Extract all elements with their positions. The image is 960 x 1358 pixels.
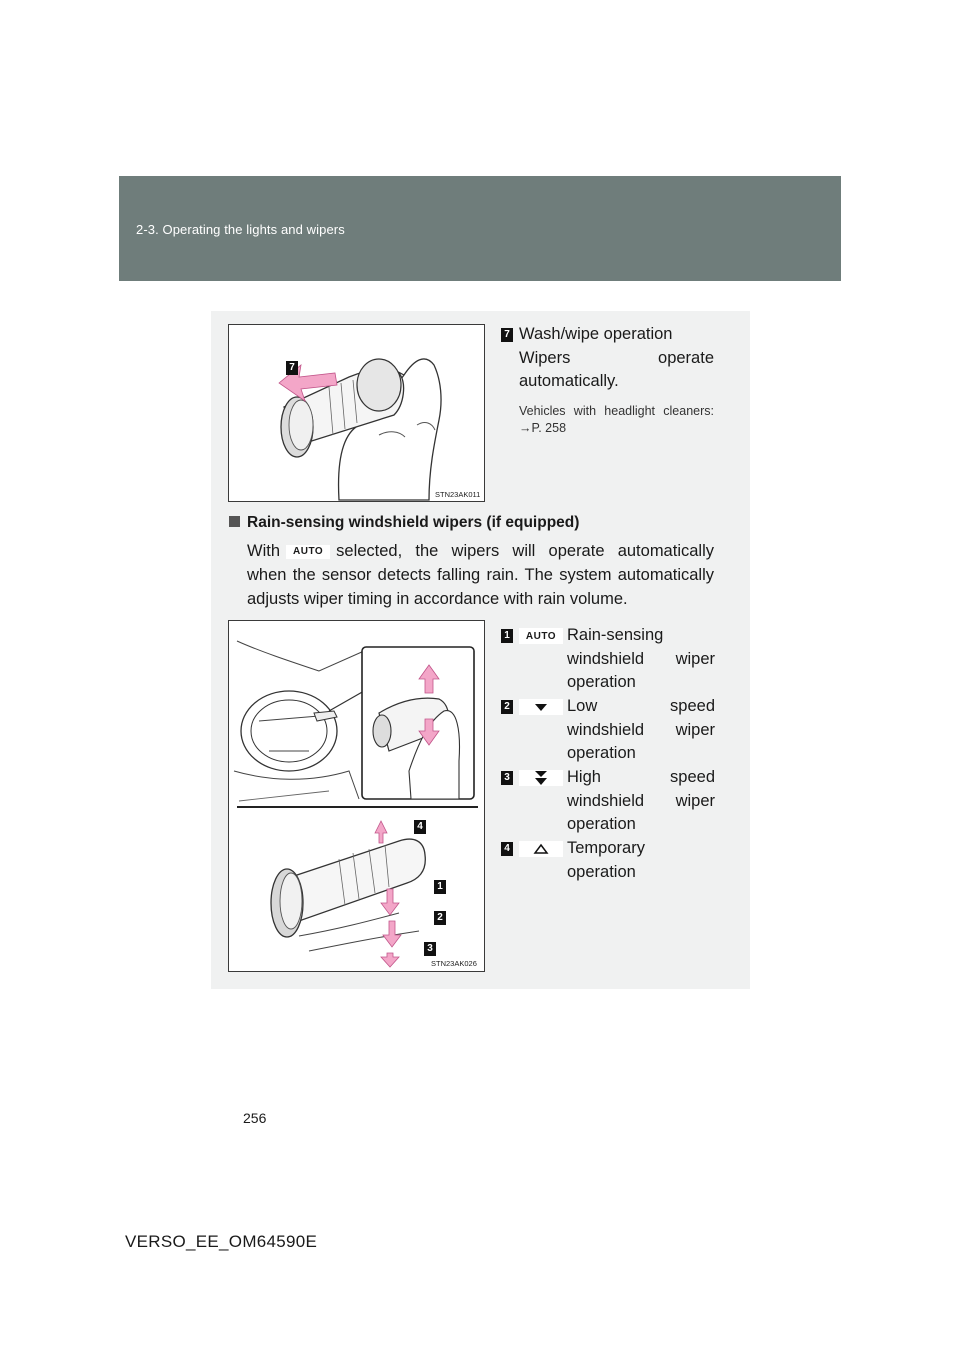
double-chevron-down-icon bbox=[519, 770, 563, 786]
callout-1-badge: 1 bbox=[434, 880, 446, 894]
wash-lever-illustration bbox=[229, 325, 486, 503]
item-label: Rain-sensing windshield wiper operation bbox=[567, 626, 715, 691]
wash-item-title: Wash/wipe operation bbox=[519, 325, 673, 343]
callout-3-badge: 3 bbox=[424, 942, 436, 956]
page-number: 256 bbox=[243, 1110, 267, 1126]
section-header-bar bbox=[119, 176, 841, 281]
auto-icon-text: AUTO bbox=[525, 630, 557, 642]
item-label: High speed windshield wiper operation bbox=[567, 768, 715, 833]
item-badge: 2 bbox=[501, 700, 513, 714]
item-badge: 4 bbox=[501, 842, 513, 856]
wash-item-note: Vehicles with headlight cleaners: →P. 258 bbox=[519, 404, 714, 435]
figure-code: STN23AK026 bbox=[431, 959, 477, 968]
callout-4-badge: 4 bbox=[414, 820, 426, 834]
heading-text: Rain-sensing windshield wipers (if equipped) bbox=[247, 514, 580, 531]
callout-2-badge: 2 bbox=[434, 911, 446, 925]
single-chevron-down-icon bbox=[519, 699, 563, 715]
para-body: selected, the wipers will operate automatically when the sensor detects falling rain. The system automatically adjusts wiper timing in accordance with rain volume. bbox=[247, 542, 714, 608]
item-label: Low speed windshield wiper operation bbox=[567, 697, 715, 762]
item-label: Temporary operation bbox=[567, 839, 645, 881]
item-badge: 1 bbox=[501, 629, 513, 643]
item-badge: 3 bbox=[501, 771, 513, 785]
heading-square-icon bbox=[229, 516, 240, 527]
item-7-badge: 7 bbox=[501, 328, 513, 342]
figure-code: STN23AK011 bbox=[435, 490, 481, 499]
wash-item-description: Wipers operate automatically. bbox=[519, 349, 714, 390]
section-title: 2-3. Operating the lights and wipers bbox=[136, 222, 345, 237]
wash-lever-figure bbox=[228, 324, 485, 502]
auto-label-chip: AUTO bbox=[286, 545, 330, 559]
rain-section-heading bbox=[229, 514, 579, 532]
rain-wiper-figure bbox=[228, 620, 485, 972]
document-code: VERSO_EE_OM64590E bbox=[125, 1232, 318, 1251]
auto-text-icon bbox=[519, 628, 563, 644]
rain-section-paragraph bbox=[247, 539, 714, 611]
rain-wiper-illustration bbox=[229, 621, 486, 973]
chevron-up-outline-icon bbox=[519, 841, 563, 857]
para-lead: With bbox=[247, 542, 280, 560]
callout-7-badge: 7 bbox=[286, 361, 298, 375]
